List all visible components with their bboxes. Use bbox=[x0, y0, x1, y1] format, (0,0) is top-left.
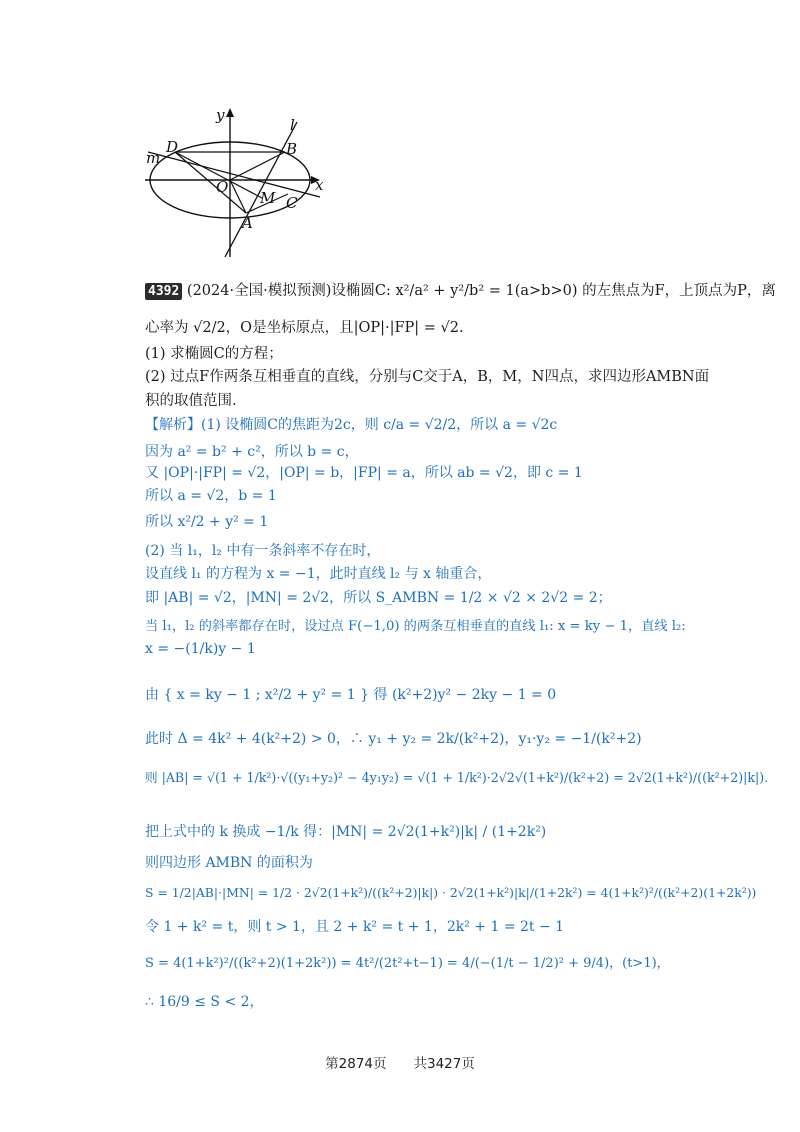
y-axis-arrow bbox=[226, 108, 234, 117]
problem-text-1: (2024·全国·模拟预测)设椭圆C: x²/a² + y²/b² = 1(a>b>0) 的左焦点为F，上顶点为P，离 bbox=[186, 283, 776, 299]
problem-line-1 bbox=[145, 279, 776, 300]
label-l: l bbox=[290, 116, 295, 134]
solution-line-03: 又 |OP|·|FP| = √2，|OP| = b，|FP| = a，所以 ab = √2，即 c = 1 bbox=[145, 465, 583, 481]
chord-DA bbox=[175, 152, 246, 213]
label-D: D bbox=[166, 138, 179, 156]
solution-line-12: 此时 Δ = 4k² + 4(k²+2) > 0，∴ y₁ + y₂ = 2k/(k²+2)，y₁·y₂ = −1/(k²+2) bbox=[145, 731, 642, 747]
ellipse-figure bbox=[140, 100, 340, 265]
solution-line-05: 所以 x²/2 + y² = 1 bbox=[145, 514, 269, 530]
solution-line-04: 所以 a = √2，b = 1 bbox=[145, 488, 277, 504]
solution-line-14: 把上式中的 k 换成 −1/k 得：|MN| = 2√2(1+k²)|k| / (1+2k²) bbox=[145, 824, 547, 840]
solution-line-08: 即 |AB| = √2，|MN| = 2√2，所以 S_AMBN = 1/2 × √2 × 2√2 = 2； bbox=[145, 590, 612, 606]
solution-line-17: 令 1 + k² = t，则 t > 1，且 2 + k² = t + 1，2k² + 1 = 2t − 1 bbox=[145, 919, 565, 935]
solution-line-09: 当 l₁，l₂ 的斜率都存在时，设过点 F(−1,0) 的两条互相垂直的直线 l₁: x = ky − 1，直线 l₂: bbox=[145, 619, 686, 634]
problem-line-2: 心率为 √2/2，O是坐标原点，且|OP|·|FP| = √2. bbox=[145, 320, 464, 336]
solution-line-07: 设直线 l₁ 的方程为 x = −1，此时直线 l₂ 与 x 轴重合， bbox=[145, 566, 492, 582]
label-C: C bbox=[286, 194, 298, 212]
solution-line-06: (2) 当 l₁，l₂ 中有一条斜率不存在时， bbox=[145, 543, 381, 559]
solution-line-10: x = −(1/k)y − 1 bbox=[145, 641, 256, 657]
problem-number: 4392 bbox=[145, 283, 182, 300]
solution-line-01: 【解析】(1) 设椭圆C的焦距为2c，则 c/a = √2/2，所以 a = √2c bbox=[145, 417, 558, 433]
solution-line-18: S = 4(1+k²)²/((k²+2)(1+2k²)) = 4t²/(2t²+t−1) = 4/(−(1/t − 1/2)² + 9/4)，(t>1)， bbox=[145, 956, 670, 971]
question-2a: (2) 过点F作两条互相垂直的直线，分别与C交于A，B，M，N四点，求四边形AMBN面 bbox=[145, 369, 710, 385]
solution-line-02: 因为 a² = b² + c²，所以 b = c， bbox=[145, 444, 359, 460]
label-y: y bbox=[216, 106, 225, 124]
question-2b: 积的取值范围. bbox=[145, 393, 237, 409]
solution-line-11: 由 { x = ky − 1 ; x²/2 + y² = 1 } 得 (k²+2)y² − 2ky − 1 = 0 bbox=[145, 687, 557, 703]
solution-line-15: 则四边形 AMBN 的面积为 bbox=[145, 855, 313, 871]
solution-line-13: 则 |AB| = √(1 + 1/k²)·√((y₁+y₂)² − 4y₁y₂) = √(1 + 1/k²)·2√2√(1+k²)/(k²+2) = 2√2(1+k²)/((k²+2)|k|). bbox=[145, 770, 769, 785]
solution-line-19: ∴ 16/9 ≤ S < 2， bbox=[145, 994, 264, 1010]
solution-line-16: S = 1/2|AB|·|MN| = 1/2 · 2√2(1+k²)/((k²+2)|k|) · 2√2(1+k²)|k|/(1+2k²) = 4(1+k²)²/((k²+2)(1+2k²)) bbox=[145, 885, 757, 900]
chord-OB bbox=[230, 152, 285, 180]
label-O: O bbox=[216, 178, 229, 196]
label-m: m bbox=[146, 149, 161, 167]
question-1: (1) 求椭圆C的方程； bbox=[145, 346, 283, 362]
label-B: B bbox=[286, 140, 298, 158]
label-M: M bbox=[260, 189, 276, 207]
label-A: A bbox=[242, 214, 253, 232]
line-m bbox=[148, 152, 320, 197]
page-footer: 第2874页 共3427页 bbox=[325, 1056, 475, 1072]
label-x: x bbox=[315, 176, 324, 194]
